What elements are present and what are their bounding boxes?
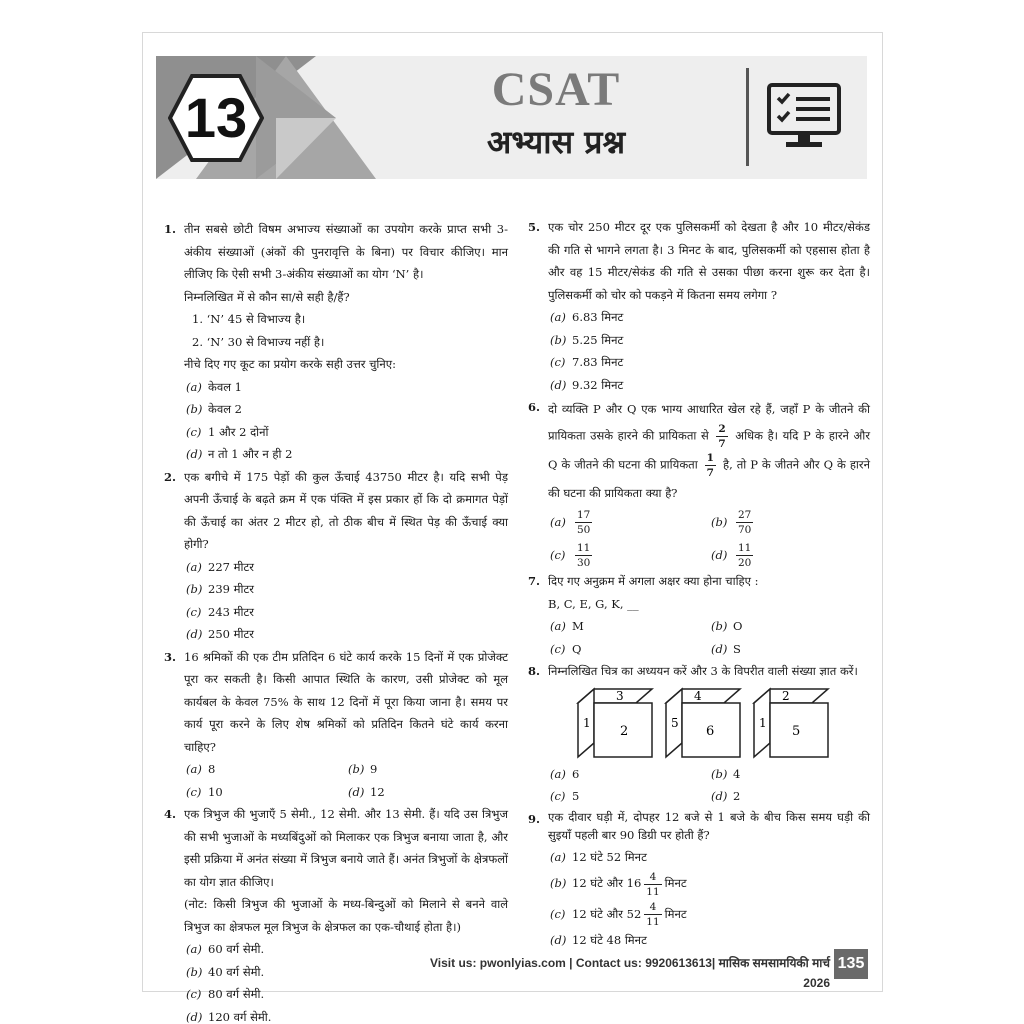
svg-text:6: 6: [706, 723, 715, 739]
option: (c) 7.83 मिनट: [550, 355, 624, 369]
option: (a) 8: [186, 762, 216, 776]
question-number: 9.: [528, 811, 541, 826]
page-subtitle: अभ्यास प्रश्न: [486, 123, 626, 161]
left-column: [164, 218, 508, 1024]
question-text: एक चोर 250 मीटर दूर एक पुलिसकर्मी को देखता है और 10 मीटर/सेकंड की गति से भागने लगता है। 3 मिनट के बाद, पुलिसकर्मी को एहसास होता है और वह 15 मीटर/सेकंड की गति से उसका पीछा करना शुरू कर देता है। पुलिसकर्मी को चोर को पकड़ने में कितना समय लगेगा ?: [548, 220, 870, 302]
option: (d) 2: [711, 789, 741, 803]
divider: [746, 68, 749, 166]
option: (b) 239 मीटर: [186, 582, 254, 596]
option: (c) 243 मीटर: [186, 604, 254, 619]
page-number: 135: [834, 949, 868, 979]
chapter-banner: [156, 56, 867, 179]
fraction: $\frac{4}{11}$: [646, 901, 660, 928]
question-text: एक दीवार घड़ी में, दोपहर 12 बजे से 1 बजे के बीच किस समय घड़ी की सुइयाँ पहली बार 90 डिग्री पर होती हैं?: [548, 809, 870, 842]
statement: 1. ‘N’ 45 से विभाज्य है।: [192, 312, 306, 326]
question-7: [528, 570, 870, 660]
question-8: [528, 660, 870, 808]
question-9: [528, 808, 870, 952]
question-3: [164, 646, 508, 804]
monitor-checklist-icon: [766, 82, 842, 152]
fraction: $\frac{11}{20}$: [738, 542, 752, 569]
question-text: दिए गए अनुक्रम में अगला अक्षर क्या होना चाहिए :: [548, 574, 759, 588]
option: (c) 1 और 2 दोनों: [186, 424, 269, 439]
svg-text:1: 1: [759, 715, 767, 730]
question-note: (नोट: किसी त्रिभुज की भुजाओं के मध्य-बिन्दुओं को मिलाने से बनने वाले त्रिभुज का क्षेत्रफल मूल त्रिभुज के क्षेत्रफल का एक-चौथाई होता है।): [184, 897, 508, 934]
question-text: दो व्यक्ति P और Q एक भाग्य आधारित खेल रहे हैं, जहाँ P के जीतने की प्रायिकता उसके हारने की प्रायिकता से $\frac{2}{7}$ अधिक है। यदि P के हारने और Q के जीतने की घटना की प्रायिकता $\frac{1}{7}$ है, तो P के जीतने और Q के हारने की घटना की प्रायिकता क्या है?: [548, 402, 871, 500]
question-text: 16 श्रमिकों की एक टीम प्रतिदिन 6 घंटे कार्य करके 15 दिनों में एक प्रोजेक्ट पूरा कर सकती है। किसी आपात स्थिति के कारण, उसी प्रोजेक्ट को मूल कार्यबल के केवल 75% के साथ 12 दिनों में पूरा किया जाना है। समय पर कार्य पूरा करने के लिए शेष श्रमिकों को प्रतिदिन कितने घंटे कार्य करना चाहिए?: [184, 649, 508, 754]
option: (d) S: [711, 641, 741, 656]
page-footer: Visit us: pwonlyias.com | Contact us: 9920613613| मासिक समसामयिकी मार्च 2026: [430, 956, 830, 990]
option: (c) 80 वर्ग सेमी.: [186, 987, 265, 1001]
option: (a) M: [550, 619, 584, 633]
banner-shape: [276, 118, 336, 179]
option: (b) 12 घंटे और 16 $\frac{4}{11}$ मिनट: [550, 870, 687, 898]
chapter-number: 13: [184, 86, 248, 149]
option: (a) 60 वर्ग सेमी.: [186, 942, 265, 956]
option: (b) 40 वर्ग सेमी.: [186, 964, 265, 979]
chapter-badge: [168, 70, 264, 166]
option: (b) केवल 2: [186, 402, 242, 416]
svg-text:2: 2: [620, 723, 629, 739]
svg-text:2: 2: [782, 688, 790, 703]
option: (d) 250 मीटर: [186, 627, 254, 641]
question-number: 5.: [528, 220, 541, 234]
option: (d) 12 घंटे 48 मिनट: [550, 933, 647, 947]
option: (b) 5.25 मिनट: [550, 332, 624, 347]
option: (d) 12: [348, 784, 385, 799]
statement: 2. ‘N’ 30 से विभाज्य नहीं है।: [192, 334, 325, 349]
option: (d) $\frac{11}{20}$: [711, 542, 752, 569]
option: (d) 120 वर्ग सेमी.: [186, 1009, 272, 1024]
option: (b) 4: [711, 766, 741, 781]
option: (b) 9: [348, 762, 378, 776]
cube: [752, 687, 830, 759]
fraction: $\frac{17}{50}$: [577, 509, 591, 536]
question-2: [164, 466, 508, 646]
option: (c) $\frac{11}{30}$: [550, 542, 591, 569]
question-number: 3.: [164, 649, 177, 664]
question-text: तीन सबसे छोटी विषम अभाज्य संख्याओं का उपयोग करके प्राप्त सभी 3-अंकीय संख्याओं (अंकों की पुनरावृत्ति के बिना) पर विचार कीजिए। मान लीजिए कि ऐसी सभी 3-अंकीय संख्याओं का योग ‘N’ है।: [184, 222, 508, 281]
question-number: 8.: [528, 664, 541, 678]
option: (a) 227 मीटर: [186, 559, 254, 574]
option: (a) 6.83 मिनट: [550, 310, 624, 324]
fraction: $\frac{4}{11}$: [646, 870, 660, 898]
svg-text:5: 5: [792, 723, 801, 739]
question-text: निम्नलिखित चित्र का अध्ययन करें और 3 के विपरीत वाली संख्या ज्ञात करें।: [548, 664, 858, 678]
option: (d) न तो 1 और न ही 2: [186, 447, 293, 461]
question-number: 2.: [164, 469, 177, 484]
option: (a) 12 घंटे 52 मिनट: [550, 849, 647, 864]
question-6: [528, 396, 870, 570]
question-text: एक त्रिभुज की भुजाएँ 5 सेमी., 12 सेमी. और 13 सेमी. हैं। यदि उस त्रिभुज की सभी भुजाओं के मध्यबिंदुओं को मिलाकर एक त्रिभुज बनाया जाता है, और इसी प्रक्रिया में अनंत संख्या में त्रिभुज बनाये जाते हैं। अनंत त्रिभुजों के क्षेत्रफलों का योग ज्ञात कीजिए।: [184, 807, 508, 889]
question-number: 1.: [164, 222, 177, 236]
fraction: $\frac{11}{30}$: [577, 542, 591, 569]
option: (a) $\frac{17}{50}$: [550, 509, 591, 536]
fraction: $\frac{1}{7}$: [706, 452, 714, 479]
cube: [664, 687, 742, 759]
page-title: CSAT: [491, 63, 621, 116]
option: (c) 10: [186, 784, 223, 799]
dice-figure: [548, 687, 870, 759]
svg-text:3: 3: [616, 688, 624, 703]
svg-text:5: 5: [671, 715, 679, 730]
svg-text:4: 4: [694, 688, 702, 703]
right-column: [528, 216, 870, 952]
question-text: एक बगीचे में 175 पेड़ों की कुल ऊँचाई 43750 मीटर है। यदि सभी पेड़ अपनी ऊँचाई के बढ़ते क्रम में एक पंक्ति में इस प्रकार हों कि दो क्रमागत पेड़ों की ऊँचाई का अंतर 2 मीटर हो, तो ठीक बीच में स्थित पेड़ की ऊँचाई क्या होगी?: [184, 469, 508, 551]
fraction: $\frac{2}{7}$: [718, 423, 726, 450]
option: (b) $\frac{27}{70}$: [711, 509, 752, 536]
question-prompt: निम्नलिखित में से कौन सा/से सही है/हैं?: [184, 289, 350, 304]
question-number: 6.: [528, 400, 541, 414]
question-instruction: नीचे दिए गए कूट का प्रयोग करके सही उत्तर चुनिए:: [184, 357, 397, 371]
cube: [576, 687, 654, 759]
option: (d) 9.32 मिनट: [550, 377, 624, 392]
question-number: 4.: [164, 807, 177, 821]
option: (b) O: [711, 619, 743, 633]
question-number: 7.: [528, 574, 541, 588]
option: (a) 6: [550, 766, 580, 781]
fraction: $\frac{27}{70}$: [738, 509, 752, 536]
option: (c) Q: [550, 641, 582, 656]
option: (a) केवल 1: [186, 379, 242, 394]
sequence: B, C, E, G, K, __: [548, 596, 639, 611]
option: (c) 12 घंटे और 52 $\frac{4}{11}$ मिनट: [550, 901, 687, 928]
svg-text:1: 1: [583, 715, 591, 730]
question-5: [528, 216, 870, 396]
question-1: [164, 218, 508, 466]
option: (c) 5: [550, 789, 580, 803]
